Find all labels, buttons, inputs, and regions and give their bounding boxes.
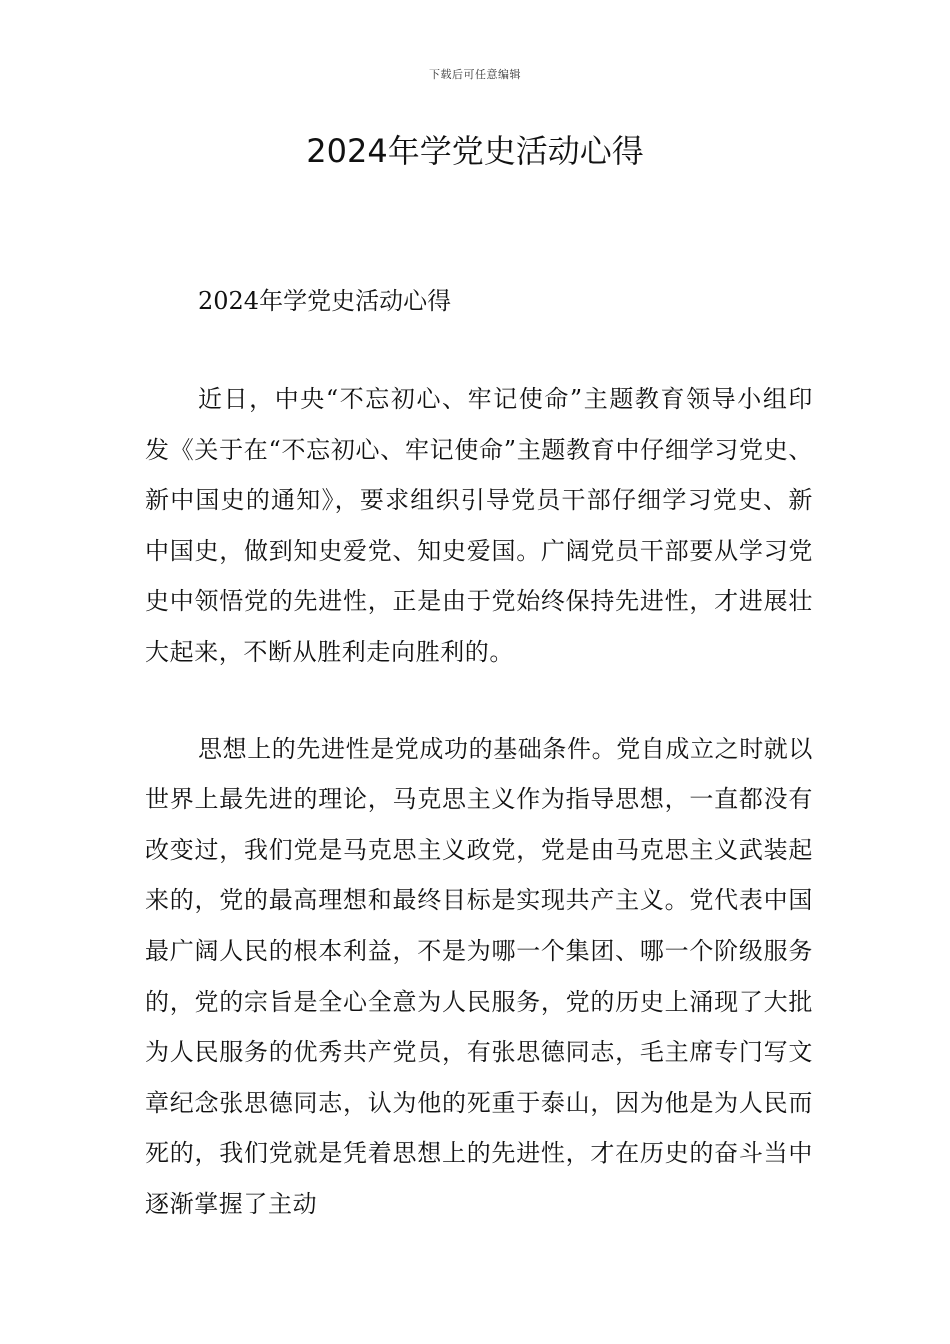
paragraph: 思想上的先进性是党成功的基础条件。党自成立之时就以世界上最先进的理论，马克思主义作为指导思想，一直都没有改变过，我们党是马克思主义政党，党是由马克思主义武装起来的，党的最高理想和最终目标是实现共产主义。党代表中国最广阔人民的根本利益，不是为哪一个集团、哪一个阶级服务的，党的宗旨是全心全意为人民服务，党的历史上涌现了大批为人民服务的优秀共产党员，有张思德同志，毛主席专门写文章纪念张思德同志，认为他的死重于泰山，因为他是为人民而死的，我们党就是凭着思想上的先进性，才在历史的奋斗当中逐渐掌握了主动 bbox=[145, 734, 813, 1218]
document-body bbox=[145, 282, 813, 1230]
document-subtitle: 2024年学党史活动心得 bbox=[198, 287, 452, 315]
header-note: 下载后可任意编辑 bbox=[429, 68, 521, 81]
page-title: 2024年学党史活动心得 bbox=[306, 132, 644, 170]
paragraph: 近日，中央“不忘初心、牢记使命”主题教育领导小组印发《关于在“不忘初心、牢记使命”主题教育中仔细学习党史、新中国史的通知》，要求组织引导党员干部仔细学习党史、新中国史，做到知史爱党、知史爱国。广阔党员干部要从学习党史中领悟党的先进性，正是由于党始终保持先进性，才进展壮大起来，不断从胜利走向胜利的。 bbox=[145, 385, 813, 666]
